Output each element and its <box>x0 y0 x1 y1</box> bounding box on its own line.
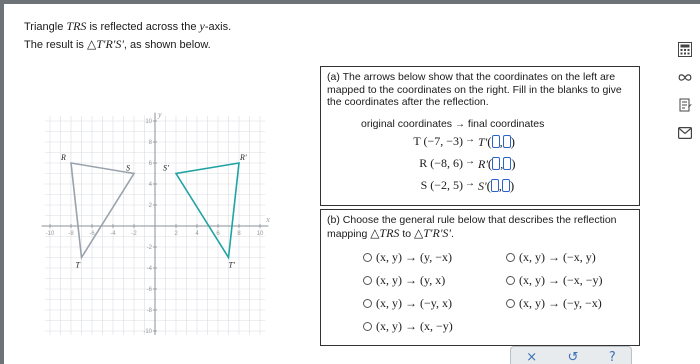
x-tick-label: 8 <box>237 231 241 237</box>
image-triangle-name: △T'R'S' <box>86 37 124 51</box>
mapping-arrow: → <box>465 134 475 145</box>
part-a-instruction: (a) The arrows below show that the coordinates on the left are mapped to the coordinates on the right. Fill in the blanks to give the coordinates after the reflection. <box>327 71 622 108</box>
y-tick-label: 6 <box>148 161 152 167</box>
x-tick-label: -2 <box>131 231 137 237</box>
radio-button[interactable] <box>506 253 515 262</box>
x-tick-label: 6 <box>216 231 220 237</box>
y-tick-label: -6 <box>146 287 152 293</box>
mapping-arrow: → <box>465 156 475 167</box>
message-icon[interactable] <box>676 124 694 142</box>
option-y-x[interactable]: (x, y) → (y, x) <box>363 271 445 289</box>
y-tick-label: 4 <box>148 182 152 188</box>
answer-controls <box>510 346 632 364</box>
y-tick-label: -10 <box>143 329 152 335</box>
coordinate-graph <box>40 110 270 335</box>
y-tick-label: -4 <box>146 266 152 272</box>
x-tick-label: 4 <box>195 231 199 237</box>
point-label: T <box>75 260 80 270</box>
prompt-line-2: The result is △T'R'S', as shown below. <box>24 37 211 51</box>
option-negy-x[interactable]: (x, y) → (−y, x) <box>363 294 452 312</box>
undo-button[interactable]: ↺ <box>567 349 579 364</box>
x-tick-label: -8 <box>68 231 74 237</box>
clear-button[interactable]: × <box>526 349 538 364</box>
mapping-row-r <box>371 155 601 173</box>
x-tick-label: 10 <box>256 231 264 237</box>
x-tick-label: 2 <box>174 231 178 237</box>
mapping-original: R (−8, 6) <box>419 156 463 170</box>
y-tick-label: -8 <box>146 308 152 314</box>
option-y-negx[interactable]: (x, y) → (y, −x) <box>363 248 452 266</box>
radio-button[interactable] <box>363 276 372 285</box>
mapping-final: R'( , ) <box>478 156 516 171</box>
window-top-border <box>0 0 700 4</box>
mapping-arrow: → <box>465 178 475 189</box>
point-label: S' <box>163 163 169 173</box>
window-left-border <box>0 0 4 364</box>
point-label: T' <box>228 260 235 270</box>
blank-t-x[interactable] <box>492 135 500 148</box>
blank-s-x[interactable] <box>491 179 499 192</box>
triangle-name: TRS <box>66 19 87 33</box>
radio-button[interactable] <box>363 299 372 308</box>
x-tick-label: -6 <box>89 231 95 237</box>
point-label: R <box>61 153 66 162</box>
blank-s-y[interactable] <box>502 179 510 192</box>
infinity-icon[interactable] <box>676 68 694 86</box>
calculator-icon[interactable] <box>676 40 694 58</box>
option-negy-negx[interactable]: (x, y) → (−y, −x) <box>506 294 602 312</box>
point-label: R' <box>240 153 247 162</box>
option-negx-negy[interactable]: (x, y) → (−x, −y) <box>506 271 603 289</box>
radio-button[interactable] <box>363 253 372 262</box>
mapping-row-s <box>371 177 601 195</box>
mapping-final: S'( , ) <box>478 178 515 193</box>
notes-icon[interactable] <box>676 96 694 114</box>
blank-r-x[interactable] <box>492 157 500 170</box>
y-tick-label: -2 <box>146 245 152 251</box>
part-b-panel <box>320 209 640 346</box>
problem-statement <box>24 18 231 54</box>
radio-button[interactable] <box>506 299 515 308</box>
radio-button[interactable] <box>363 322 372 331</box>
mapping-original: T (−7, −3) <box>413 134 463 148</box>
x-tick-label: -10 <box>45 231 55 237</box>
y-tick-label: 10 <box>145 119 152 125</box>
option-negx-y[interactable]: (x, y) → (−x, y) <box>506 248 596 266</box>
mapping-row-t <box>371 133 601 151</box>
point-label: S <box>126 163 130 173</box>
axis-name: y <box>199 19 205 33</box>
option-x-negy[interactable]: (x, y) → (x, −y) <box>363 317 453 335</box>
y-tick-label: 8 <box>148 140 152 146</box>
part-a-panel <box>320 66 640 206</box>
x-tick-label: -4 <box>110 231 116 237</box>
mapping-original: S (−2, 5) <box>420 178 463 192</box>
blank-t-y[interactable] <box>503 135 511 148</box>
x-axis-label: x <box>266 215 270 224</box>
coordinates-header: original coordinates → final coordinates <box>361 118 545 130</box>
mapping-final: T'( , ) <box>478 134 515 149</box>
radio-button[interactable] <box>506 276 515 285</box>
part-b-instruction: (b) Choose the general rule below that describes the reflection mapping △TRS to △T'R'S'. <box>327 214 617 240</box>
y-axis-label: y <box>158 110 162 119</box>
y-tick-label: 2 <box>148 203 152 209</box>
prompt-line-1: Triangle TRS is reflected across the y-axis. <box>24 19 232 33</box>
help-button[interactable]: ? <box>608 349 616 364</box>
